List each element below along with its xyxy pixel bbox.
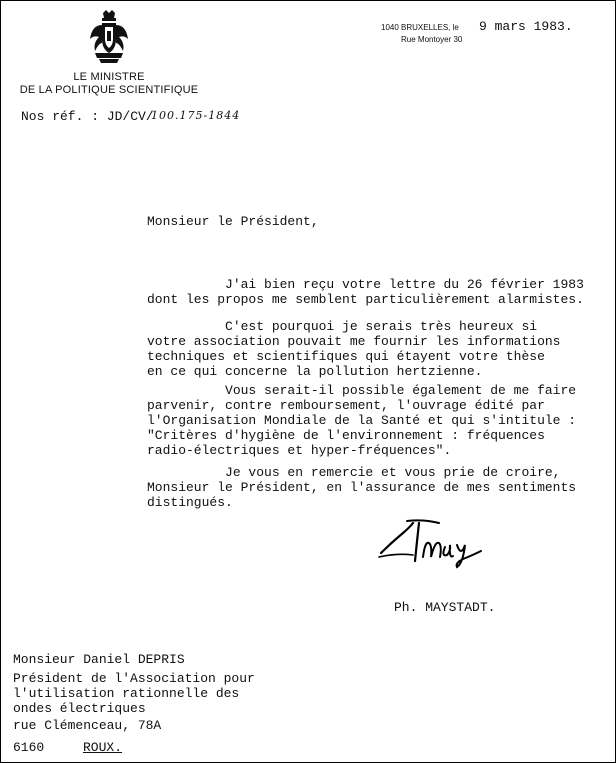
letter-date: 9 mars 1983. [479, 19, 573, 34]
paragraph-line: distingués. [147, 495, 233, 510]
paragraph-line: en ce qui concerne la pollution hertzienne. [147, 364, 483, 379]
recipient-street [13, 718, 161, 733]
paragraph-line: votre association pouvait me fournir les informations [147, 334, 561, 349]
paragraph-line: l'Organisation Mondiale de la Santé et qui s'intitule : [147, 413, 577, 428]
paragraph-line: Je vous en remercie et vous prie de croire, [147, 465, 561, 480]
city-line: 1040 BRUXELLES, le [381, 23, 459, 32]
coat-of-arms-emblem [87, 9, 131, 65]
recipient-title-line: l'utilisation rationnelle des [13, 686, 240, 701]
paragraph-line: "Critères d'hygiène de l'environnement : fréquences [147, 428, 545, 443]
paragraph-line: techniques et scientifiques qui étayent votre thèse [147, 349, 545, 364]
paragraph-line: J'ai bien reçu votre lettre du 26 février 1983 [147, 277, 584, 292]
paragraph-line: dont les propos me semblent particulièrement alarmistes. [147, 292, 584, 307]
ministry-line-1: LE MINISTRE [73, 71, 145, 83]
recipient-title-line: ondes électriques [13, 701, 146, 716]
salutation: Monsieur le Président, [147, 214, 319, 229]
paragraph-3 [147, 383, 607, 458]
paragraph-2 [147, 319, 607, 379]
recipient-block [13, 652, 185, 667]
handwritten-signature [377, 513, 487, 569]
paragraph-line: Monsieur le Président, en l'assurance de mes sentiments [147, 480, 577, 495]
paragraph-line: parvenir, contre remboursement, l'ouvrage édité par [147, 398, 545, 413]
street-address: Rue Montoyer 30 [401, 35, 463, 44]
ministry-line-2: DE LA POLITIQUE SCIENTIFIQUE [19, 84, 199, 96]
paragraph-line: radio-électriques et hyper-fréquences". [147, 443, 452, 458]
reference-label: Nos réf. : JD/CV/ [21, 109, 154, 124]
paragraph-line: Vous serait-il possible également de me faire [147, 383, 577, 398]
recipient-title [13, 671, 255, 716]
paragraph-1 [147, 277, 607, 307]
signatory-name: Ph. MAYSTADT. [394, 600, 496, 615]
reference-handwritten: 100.175-1844 [151, 109, 241, 122]
recipient-postcode: 6160 [13, 740, 45, 755]
ministry-heading [19, 71, 199, 97]
paragraph-4 [147, 465, 607, 510]
recipient-street-line: rue Clémenceau, 78A [13, 718, 162, 733]
paragraph-line: C'est pourquoi je serais très heureux si [147, 319, 538, 334]
recipient-title-line: Président de l'Association pour [13, 671, 255, 686]
recipient-name: Monsieur Daniel DEPRIS [13, 652, 185, 667]
recipient-town: ROUX. [83, 740, 123, 755]
